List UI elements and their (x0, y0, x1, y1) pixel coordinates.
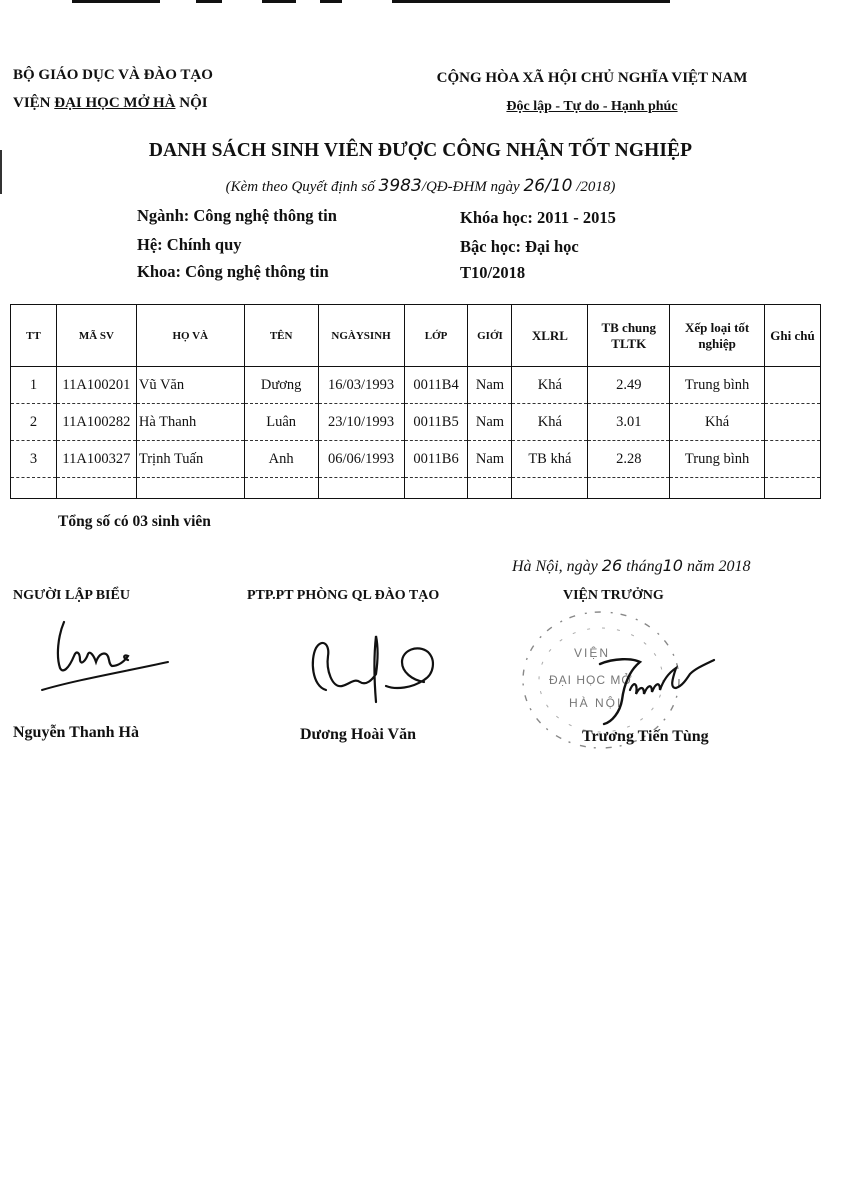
cell-gpa: 3.01 (588, 404, 670, 441)
signature-right (590, 650, 720, 730)
col-header-tt: TT (11, 305, 57, 367)
national-title: CỘNG HÒA XÃ HỘI CHỦ NGHĨA VIỆT NAM (436, 70, 748, 86)
cell-gpa: 2.28 (588, 441, 670, 478)
col-header-gender: GIỚI (468, 305, 512, 367)
cell-class: 0011B6 (404, 441, 468, 478)
empty-cell (512, 478, 588, 499)
decision-suffix: /2018) (576, 179, 616, 195)
cell-gender: Nam (468, 404, 512, 441)
cell-classification: Trung bình (670, 441, 765, 478)
signer-right-name: Trương Tiến Tùng (582, 728, 709, 745)
signer-middle-name: Dương Hoài Văn (300, 726, 416, 743)
empty-cell (56, 478, 136, 499)
stamp-text-line1: VIỆN (574, 646, 611, 660)
cell-class: 0011B5 (404, 404, 468, 441)
empty-cell (136, 478, 244, 499)
graduates-table (10, 304, 821, 499)
ministry-name: BỘ GIÁO DỤC VÀ ĐÀO TẠO (13, 67, 213, 83)
empty-cell (318, 478, 404, 499)
col-header-student-id: MÃ SV (56, 305, 136, 367)
empty-cell (404, 478, 468, 499)
cell-birthdate: 23/10/1993 (318, 404, 404, 441)
decision-number: 3983 (378, 176, 422, 196)
col-header-notes: Ghi chú (765, 305, 821, 367)
institute-suffix: NỘI (175, 95, 208, 111)
empty-cell (670, 478, 765, 499)
scan-edge-marks (0, 0, 841, 8)
signer-left-name: Nguyễn Thanh Hà (13, 724, 139, 741)
cell-surname: Trịnh Tuấn (136, 441, 244, 478)
stamp-text-line3: HÀ NỘI (569, 696, 623, 710)
table-row (11, 441, 821, 478)
cell-surname: Vũ Văn (136, 367, 244, 404)
place-date-prefix: Hà Nội, ngày (512, 558, 598, 575)
col-header-classification: Xếp loại tốt nghiệp (670, 305, 765, 367)
table-row-empty (11, 478, 821, 499)
cell-student-id: 11A100201 (56, 367, 136, 404)
document-title: DANH SÁCH SINH VIÊN ĐƯỢC CÔNG NHẬN TỐT NGHIỆP (148, 140, 693, 161)
table-row (11, 367, 821, 404)
col-header-class: LỚP (404, 305, 468, 367)
place-date-middle: tháng (626, 558, 663, 575)
national-motto: Độc lập - Tự do - Hạnh phúc (506, 99, 678, 114)
cell-given-name: Dương (244, 367, 318, 404)
empty-cell (244, 478, 318, 499)
place-date (512, 556, 751, 576)
empty-cell (588, 478, 670, 499)
decision-prefix: (Kèm theo Quyết định số (225, 179, 375, 195)
cell-conduct: Khá (512, 367, 588, 404)
course-label: Khóa học: 2011 - 2015 (460, 208, 616, 227)
cell-student-id: 11A100282 (56, 404, 136, 441)
signer-right-title: VIỆN TRƯỞNG (563, 588, 664, 603)
program-label: Hệ: Chính quy (137, 235, 242, 254)
decision-reference (0, 176, 841, 196)
place-date-month: 10 (662, 556, 683, 575)
signer-middle-title: PTP.PT PHÒNG QL ĐÀO TẠO (247, 588, 440, 603)
cell-tt: 3 (11, 441, 57, 478)
col-header-gpa: TB chung TLTK (588, 305, 670, 367)
table-header-row (11, 305, 821, 367)
cell-given-name: Anh (244, 441, 318, 478)
institute-name (13, 95, 208, 112)
batch-label: T10/2018 (460, 263, 526, 282)
cell-classification: Trung bình (670, 367, 765, 404)
cell-birthdate: 06/06/1993 (318, 441, 404, 478)
major-label: Ngành: Công nghệ thông tin (137, 206, 337, 225)
signer-left-title: NGƯỜI LẬP BIỂU (13, 588, 130, 603)
cell-student-id: 11A100327 (56, 441, 136, 478)
col-header-given-name: TÊN (244, 305, 318, 367)
empty-cell (11, 478, 57, 499)
cell-conduct: TB khá (512, 441, 588, 478)
table-row (11, 404, 821, 441)
cell-birthdate: 16/03/1993 (318, 367, 404, 404)
decision-date-handwritten: 26/10 (523, 176, 573, 196)
cell-notes (765, 441, 821, 478)
cell-classification: Khá (670, 404, 765, 441)
cell-gender: Nam (468, 367, 512, 404)
cell-given-name: Luân (244, 404, 318, 441)
cell-notes (765, 367, 821, 404)
stamp-text-line2: ĐẠI HỌC MỞ (549, 673, 633, 687)
empty-cell (765, 478, 821, 499)
signature-left (36, 616, 176, 696)
degree-label: Bậc học: Đại học (460, 237, 579, 256)
faculty-label: Khoa: Công nghệ thông tin (137, 262, 329, 281)
cell-surname: Hà Thanh (136, 404, 244, 441)
cell-tt: 2 (11, 404, 57, 441)
cell-tt: 1 (11, 367, 57, 404)
col-header-conduct: XLRL (512, 305, 588, 367)
place-date-suffix: năm 2018 (686, 558, 751, 575)
institute-prefix: VIỆN (13, 95, 55, 111)
decision-middle: /QĐ-ĐHM ngày (421, 179, 520, 195)
cell-class: 0011B4 (404, 367, 468, 404)
col-header-birthdate: NGÀYSINH (318, 305, 404, 367)
cell-gender: Nam (468, 441, 512, 478)
institute-underlined: ĐẠI HỌC MỞ HÀ (54, 95, 176, 111)
signature-middle (302, 630, 452, 710)
empty-cell (468, 478, 512, 499)
cell-conduct: Khá (512, 404, 588, 441)
place-date-day: 26 (601, 556, 623, 575)
col-header-surname: HỌ VÀ (136, 305, 244, 367)
total-count: Tổng số có 03 sinh viên (58, 513, 211, 530)
cell-gpa: 2.49 (588, 367, 670, 404)
cell-notes (765, 404, 821, 441)
